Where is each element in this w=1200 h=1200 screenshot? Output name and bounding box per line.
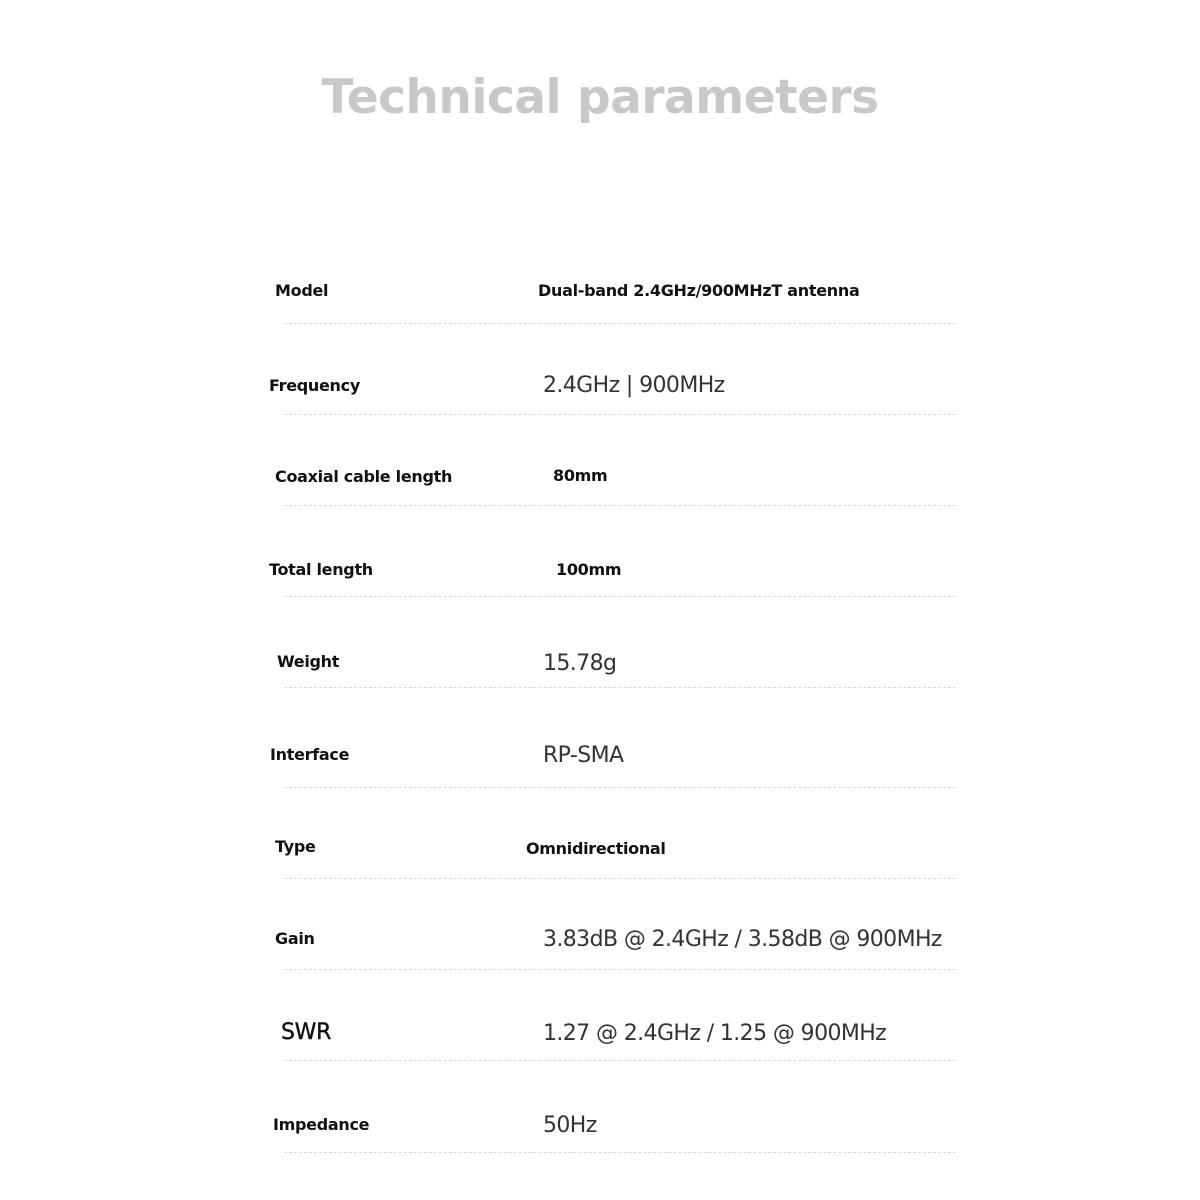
row-divider bbox=[284, 787, 956, 788]
spec-value: Dual-band 2.4GHz/900MHzT antenna bbox=[538, 281, 860, 300]
spec-value: 3.83dB @ 2.4GHz / 3.58dB @ 900MHz bbox=[543, 927, 942, 952]
row-divider bbox=[284, 878, 956, 879]
spec-label: Gain bbox=[275, 929, 315, 948]
spec-value: RP-SMA bbox=[543, 743, 624, 768]
spec-value: 50Hz bbox=[543, 1113, 597, 1138]
page-title: Technical parameters bbox=[321, 70, 879, 125]
spec-row-swr bbox=[0, 1020, 1200, 1080]
spec-value: 15.78g bbox=[543, 651, 617, 676]
row-divider bbox=[284, 687, 956, 688]
row-divider bbox=[284, 505, 956, 506]
spec-row-interface bbox=[0, 745, 1200, 805]
spec-row-model bbox=[0, 281, 1200, 341]
row-divider bbox=[284, 969, 956, 970]
row-divider bbox=[284, 323, 956, 324]
spec-row-total-length bbox=[0, 560, 1200, 620]
spec-row-weight bbox=[0, 652, 1200, 712]
row-divider bbox=[284, 414, 956, 415]
row-divider bbox=[284, 596, 956, 597]
spec-value: 2.4GHz | 900MHz bbox=[543, 373, 725, 398]
spec-label: Coaxial cable length bbox=[275, 467, 453, 486]
row-divider bbox=[284, 1060, 956, 1061]
spec-row-frequency bbox=[0, 373, 1200, 436]
spec-label: SWR bbox=[281, 1020, 332, 1045]
spec-row-impedance bbox=[0, 1115, 1200, 1175]
spec-row-type bbox=[0, 837, 1200, 897]
spec-label: Interface bbox=[270, 745, 350, 764]
spec-value: 80mm bbox=[553, 466, 608, 485]
spec-label: Total length bbox=[269, 560, 373, 579]
row-divider bbox=[284, 1152, 956, 1153]
spec-label: Model bbox=[275, 281, 329, 300]
spec-label: Frequency bbox=[269, 376, 360, 395]
spec-row-gain bbox=[0, 929, 1200, 989]
spec-label: Type bbox=[275, 837, 316, 856]
spec-value: 1.27 @ 2.4GHz / 1.25 @ 900MHz bbox=[543, 1021, 887, 1046]
spec-label: Weight bbox=[277, 652, 340, 671]
spec-value: Omnidirectional bbox=[526, 839, 666, 858]
spec-value: 100mm bbox=[556, 560, 622, 579]
spec-row-coaxial-cable-length bbox=[0, 467, 1200, 527]
spec-label: Impedance bbox=[273, 1115, 370, 1134]
